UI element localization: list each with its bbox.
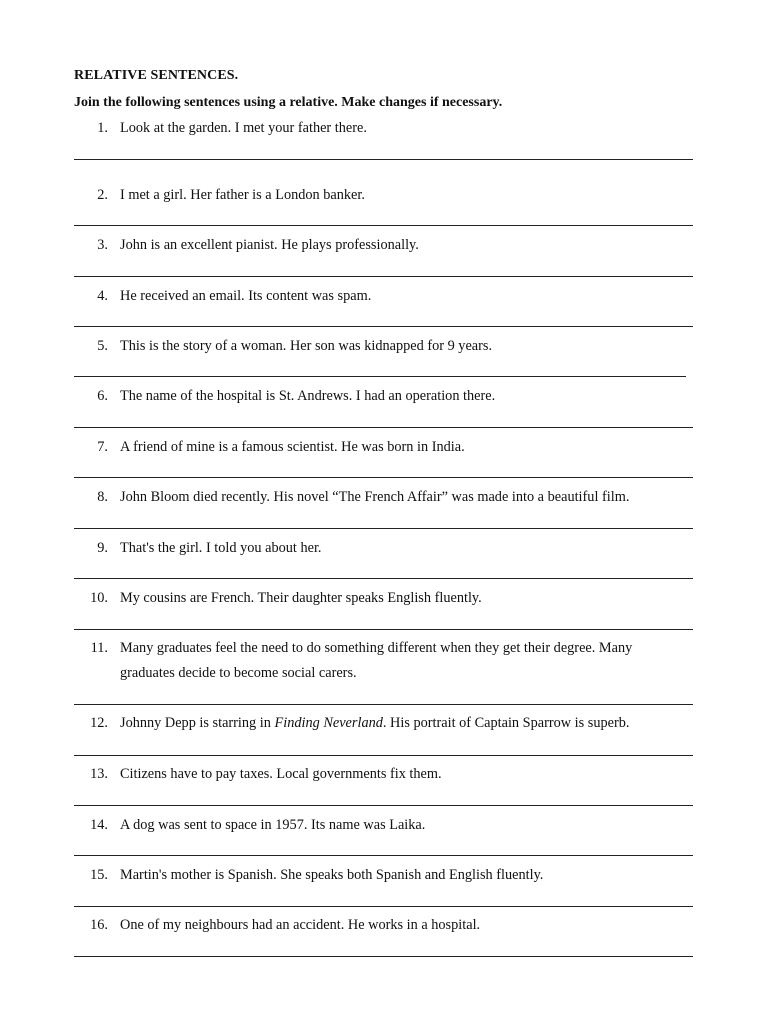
item-text-italic-title: Finding Neverland	[274, 715, 383, 731]
item-text	[120, 711, 695, 736]
answer-line[interactable]	[74, 427, 693, 428]
item-number: 3.	[97, 237, 108, 253]
item-text: Citizens have to pay taxes. Local governments fix them.	[120, 766, 442, 782]
item-number: 11.	[90, 640, 108, 656]
answer-line[interactable]	[74, 956, 693, 957]
item-text: One of my neighbours had an accident. He works in a hospital.	[120, 917, 481, 933]
item-number: 13.	[90, 766, 108, 782]
answer-line[interactable]	[74, 225, 693, 226]
item-text: The name of the hospital is St. Andrews. I had an operation there.	[120, 388, 496, 404]
answer-line[interactable]	[74, 477, 693, 478]
item-text-end: . His portrait of Captain Sparrow is superb.	[382, 715, 630, 731]
item-number: 16.	[90, 917, 108, 933]
item-text: That's the girl. I told you about her.	[120, 540, 322, 556]
item-number: 4.	[97, 288, 108, 304]
item-number: 9.	[97, 540, 108, 556]
item-text: Martin's mother is Spanish. She speaks both Spanish and English fluently.	[120, 867, 544, 883]
item-text: This is the story of a woman. Her son was kidnapped for 9 years.	[120, 338, 493, 354]
item-text: John Bloom died recently. His novel “The French Affair” was made into a beautiful film.	[120, 489, 630, 505]
answer-line[interactable]	[74, 326, 693, 327]
answer-line[interactable]	[74, 159, 693, 160]
answer-line[interactable]	[74, 376, 686, 377]
item-text-start: Johnny Depp is starring in	[120, 715, 275, 731]
item-text: John is an excellent pianist. He plays professionally.	[120, 237, 419, 253]
answer-line[interactable]	[74, 805, 693, 806]
item-text: Look at the garden. I met your father there.	[120, 120, 367, 136]
worksheet-instruction: Join the following sentences using a relative. Make changes if necessary.	[74, 95, 503, 110]
item-text: Many graduates feel the need to do something different when they get their degree. Many graduates decide to become social carers.	[120, 640, 633, 681]
item-number: 7.	[97, 439, 108, 455]
answer-line[interactable]	[74, 276, 693, 277]
item-number: 5.	[97, 338, 108, 354]
answer-line[interactable]	[74, 704, 693, 705]
item-text: A friend of mine is a famous scientist. He was born in India.	[120, 439, 465, 455]
answer-line[interactable]	[74, 906, 693, 907]
worksheet-title: RELATIVE SENTENCES.	[74, 68, 239, 83]
item-number: 8.	[97, 489, 108, 505]
answer-line[interactable]	[74, 578, 693, 579]
answer-line[interactable]	[74, 755, 693, 756]
answer-line[interactable]	[74, 528, 693, 529]
answer-line[interactable]	[74, 855, 693, 856]
item-text: He received an email. Its content was spam.	[120, 288, 372, 304]
item-number: 6.	[97, 388, 108, 404]
item-text: A dog was sent to space in 1957. Its name was Laika.	[120, 817, 426, 833]
item-number: 15.	[90, 867, 108, 883]
item-number: 10.	[90, 590, 108, 606]
item-number: 2.	[97, 187, 108, 203]
item-number: 1.	[97, 120, 108, 136]
item-text: I met a girl. Her father is a London banker.	[120, 187, 365, 203]
answer-line[interactable]	[74, 629, 693, 630]
item-number: 14.	[90, 817, 108, 833]
item-number: 12.	[90, 715, 108, 731]
item-text: My cousins are French. Their daughter speaks English fluently.	[120, 590, 482, 606]
